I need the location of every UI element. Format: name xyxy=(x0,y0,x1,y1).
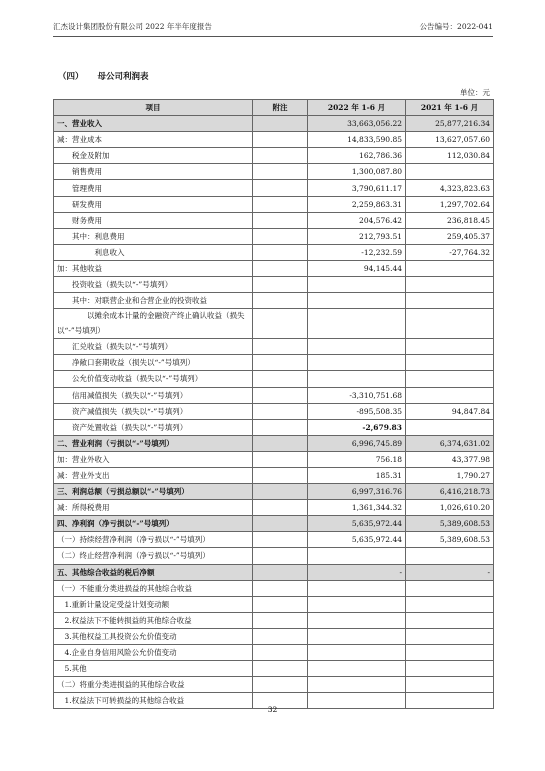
value-2022: 756.18 xyxy=(308,451,406,467)
row-label: 2.权益法下不能转损益的其他综合收益 xyxy=(54,612,253,628)
table-row xyxy=(54,484,494,500)
value-2021: 1,297,702.64 xyxy=(406,196,494,212)
row-note xyxy=(253,228,308,244)
value-2021: 1,790.27 xyxy=(406,467,494,483)
row-note xyxy=(253,244,308,260)
row-note xyxy=(253,661,308,677)
value-2022: - xyxy=(308,564,406,580)
announcement-number: 公告编号：2022-041 xyxy=(419,22,493,31)
row-note xyxy=(253,516,308,532)
row-note xyxy=(253,132,308,148)
value-2021: 112,030.84 xyxy=(406,148,494,164)
table-row xyxy=(54,387,494,403)
value-2021: 6,416,218.73 xyxy=(406,484,494,500)
table-row xyxy=(54,212,494,228)
value-2022 xyxy=(308,293,406,309)
value-2022: 212,793.51 xyxy=(308,228,406,244)
value-2021: 5,389,608.53 xyxy=(406,532,494,548)
value-2022: 6,997,316.76 xyxy=(308,484,406,500)
row-label: 5.其他 xyxy=(54,661,253,677)
table-row xyxy=(54,548,494,564)
row-note xyxy=(253,580,308,596)
row-note xyxy=(253,645,308,661)
table-row xyxy=(54,339,494,355)
value-2021 xyxy=(406,419,494,435)
table-row xyxy=(54,500,494,516)
value-2022: -12,232.59 xyxy=(308,244,406,260)
row-note xyxy=(253,484,308,500)
table-row xyxy=(54,435,494,451)
table-row xyxy=(54,309,494,339)
row-label: 3.其他权益工具投资公允价值变动 xyxy=(54,628,253,644)
table-row xyxy=(54,580,494,596)
table-row xyxy=(54,661,494,677)
row-note xyxy=(253,277,308,293)
value-2021: - xyxy=(406,564,494,580)
row-note xyxy=(253,148,308,164)
table-row xyxy=(54,180,494,196)
value-2022: 162,786.36 xyxy=(308,148,406,164)
table-row xyxy=(54,164,494,180)
column-header-2022: 2022 年 1-6 月 xyxy=(308,100,406,116)
value-2021: -27,764.32 xyxy=(406,244,494,260)
table-row xyxy=(54,293,494,309)
row-label: 减：营业成本 xyxy=(54,132,253,148)
row-label: 二、营业利润（亏损以“-”号填列） xyxy=(54,435,253,451)
row-label: 财务费用 xyxy=(54,212,253,228)
table-row xyxy=(54,645,494,661)
table-row xyxy=(54,564,494,580)
row-label: （二）将重分类进损益的其他综合收益 xyxy=(54,677,253,693)
table-row xyxy=(54,148,494,164)
row-label: 减：所得税费用 xyxy=(54,500,253,516)
row-label: （一）持续经营净利润（净亏损以“-”号填列） xyxy=(54,532,253,548)
row-note xyxy=(253,451,308,467)
page-header xyxy=(53,21,493,37)
table-row xyxy=(54,532,494,548)
table-row xyxy=(54,677,494,693)
section-name: 母公司利润表 xyxy=(97,72,149,82)
row-note xyxy=(253,260,308,276)
value-2021 xyxy=(406,677,494,693)
row-note xyxy=(253,532,308,548)
value-2021: 94,847.84 xyxy=(406,403,494,419)
table-row xyxy=(54,277,494,293)
row-label: 减：营业外支出 xyxy=(54,467,253,483)
table-body xyxy=(54,116,494,709)
table-header-row xyxy=(54,100,494,116)
row-label: （二）终止经营净利润（净亏损以“-”号填列） xyxy=(54,548,253,564)
value-2021 xyxy=(406,355,494,371)
row-note xyxy=(253,628,308,644)
row-label: 四、净利润（净亏损以“-”号填列） xyxy=(54,516,253,532)
value-2022: -2,679.83 xyxy=(308,419,406,435)
table-row xyxy=(54,403,494,419)
row-note xyxy=(253,180,308,196)
value-2022 xyxy=(308,371,406,387)
value-2021 xyxy=(406,612,494,628)
row-label: 其中：对联营企业和合营企业的投资收益 xyxy=(54,293,253,309)
row-note xyxy=(253,309,308,339)
table-row xyxy=(54,132,494,148)
row-note xyxy=(253,371,308,387)
row-note xyxy=(253,548,308,564)
value-2021: 4,323,823.63 xyxy=(406,180,494,196)
row-label: 资产减值损失（损失以“-”号填列） xyxy=(54,403,253,419)
value-2022 xyxy=(308,309,406,339)
value-2022 xyxy=(308,645,406,661)
row-note xyxy=(253,387,308,403)
table-row xyxy=(54,228,494,244)
row-label: 其中：利息费用 xyxy=(54,228,253,244)
value-2022 xyxy=(308,580,406,596)
row-label: 利息收入 xyxy=(54,244,253,260)
value-2022: 185.31 xyxy=(308,467,406,483)
value-2022: -3,310,751.68 xyxy=(308,387,406,403)
value-2021 xyxy=(406,371,494,387)
value-2022: 3,790,611.17 xyxy=(308,180,406,196)
column-header-item: 项目 xyxy=(54,100,253,116)
page-number: 32 xyxy=(267,705,278,714)
row-label: 4.企业自身信用风险公允价值变动 xyxy=(54,645,253,661)
value-2022: 1,300,087.80 xyxy=(308,164,406,180)
value-2021 xyxy=(406,309,494,339)
value-2021: 13,627,057.60 xyxy=(406,132,494,148)
row-note xyxy=(253,467,308,483)
value-2021 xyxy=(406,628,494,644)
value-2021 xyxy=(406,661,494,677)
value-2022: 1,361,344.32 xyxy=(308,500,406,516)
table-row xyxy=(54,516,494,532)
row-note xyxy=(253,355,308,371)
row-note xyxy=(253,196,308,212)
value-2021 xyxy=(406,293,494,309)
value-2021: 43,377.98 xyxy=(406,451,494,467)
value-2022: 5,635,972.44 xyxy=(308,532,406,548)
value-2022 xyxy=(308,339,406,355)
row-label: 1.权益法下可转损益的其他综合收益 xyxy=(54,693,253,709)
row-note xyxy=(253,164,308,180)
value-2021 xyxy=(406,164,494,180)
row-note xyxy=(253,339,308,355)
value-2021: 5,389,608.53 xyxy=(406,516,494,532)
value-2022: 33,663,056.22 xyxy=(308,116,406,132)
row-note xyxy=(253,293,308,309)
value-2022 xyxy=(308,277,406,293)
row-note xyxy=(253,612,308,628)
table-row xyxy=(54,628,494,644)
row-label: 以摊余成本计量的金融资产终止确认收益（损失以“-”号填列） xyxy=(54,309,253,339)
value-2022 xyxy=(308,677,406,693)
value-2022: -895,508.35 xyxy=(308,403,406,419)
row-label: 投资收益（损失以“-”号填列） xyxy=(54,277,253,293)
table-row xyxy=(54,419,494,435)
table-row xyxy=(54,596,494,612)
value-2022: 5,635,972.44 xyxy=(308,516,406,532)
row-label: 销售费用 xyxy=(54,164,253,180)
value-2021 xyxy=(406,387,494,403)
table-row xyxy=(54,612,494,628)
row-note xyxy=(253,212,308,228)
row-label: 1.重新计量设定受益计划变动额 xyxy=(54,596,253,612)
value-2021 xyxy=(406,339,494,355)
value-2021 xyxy=(406,580,494,596)
row-label: 信用减值损失（损失以“-”号填列） xyxy=(54,387,253,403)
row-label: 资产处置收益（损失以“-”号填列） xyxy=(54,419,253,435)
section-title xyxy=(58,70,149,82)
column-header-2021: 2021 年 1-6 月 xyxy=(406,100,494,116)
value-2021: 259,405.37 xyxy=(406,228,494,244)
value-2021: 6,374,631.02 xyxy=(406,435,494,451)
value-2022 xyxy=(308,355,406,371)
table-row xyxy=(54,244,494,260)
table-row xyxy=(54,371,494,387)
value-2022 xyxy=(308,596,406,612)
row-note xyxy=(253,116,308,132)
value-2022: 204,576.42 xyxy=(308,212,406,228)
value-2021: 1,026,610.20 xyxy=(406,500,494,516)
value-2022: 94,145.44 xyxy=(308,260,406,276)
value-2021 xyxy=(406,260,494,276)
table-row xyxy=(54,451,494,467)
row-label: 公允价值变动收益（损失以“-”号填列） xyxy=(54,371,253,387)
row-label: （一）不能重分类进损益的其他综合收益 xyxy=(54,580,253,596)
table-row xyxy=(54,355,494,371)
value-2022: 14,833,590.85 xyxy=(308,132,406,148)
value-2021: 236,818.45 xyxy=(406,212,494,228)
row-label: 研发费用 xyxy=(54,196,253,212)
income-statement-table xyxy=(53,99,494,709)
value-2021 xyxy=(406,596,494,612)
table-row xyxy=(54,467,494,483)
value-2021: 25,877,216.34 xyxy=(406,116,494,132)
row-note xyxy=(253,435,308,451)
value-2022: 6,996,745.89 xyxy=(308,435,406,451)
unit-label: 单位：元 xyxy=(460,88,490,97)
row-label: 汇兑收益（损失以“-”号填列） xyxy=(54,339,253,355)
row-note xyxy=(253,500,308,516)
row-label: 三、利润总额（亏损总额以“-”号填列） xyxy=(54,484,253,500)
value-2022 xyxy=(308,661,406,677)
row-note xyxy=(253,677,308,693)
table-row xyxy=(54,116,494,132)
value-2022 xyxy=(308,548,406,564)
value-2021 xyxy=(406,645,494,661)
row-note xyxy=(253,564,308,580)
value-2022 xyxy=(308,612,406,628)
company-report-title: 汇杰设计集团股份有限公司 2022 年半年度报告 xyxy=(53,22,212,31)
table-row xyxy=(54,260,494,276)
row-label: 税金及附加 xyxy=(54,148,253,164)
section-number: （四） xyxy=(58,72,84,82)
value-2021 xyxy=(406,277,494,293)
value-2022 xyxy=(308,628,406,644)
value-2022: 2,259,863.31 xyxy=(308,196,406,212)
row-label: 加：营业外收入 xyxy=(54,451,253,467)
row-note xyxy=(253,419,308,435)
row-label: 五、其他综合收益的税后净额 xyxy=(54,564,253,580)
column-header-note: 附注 xyxy=(253,100,308,116)
row-label: 净敞口套期收益（损失以“-”号填列） xyxy=(54,355,253,371)
value-2021 xyxy=(406,548,494,564)
table-row xyxy=(54,196,494,212)
row-label: 加：其他收益 xyxy=(54,260,253,276)
row-label: 一、营业收入 xyxy=(54,116,253,132)
row-note xyxy=(253,403,308,419)
row-note xyxy=(253,596,308,612)
row-label: 管理费用 xyxy=(54,180,253,196)
